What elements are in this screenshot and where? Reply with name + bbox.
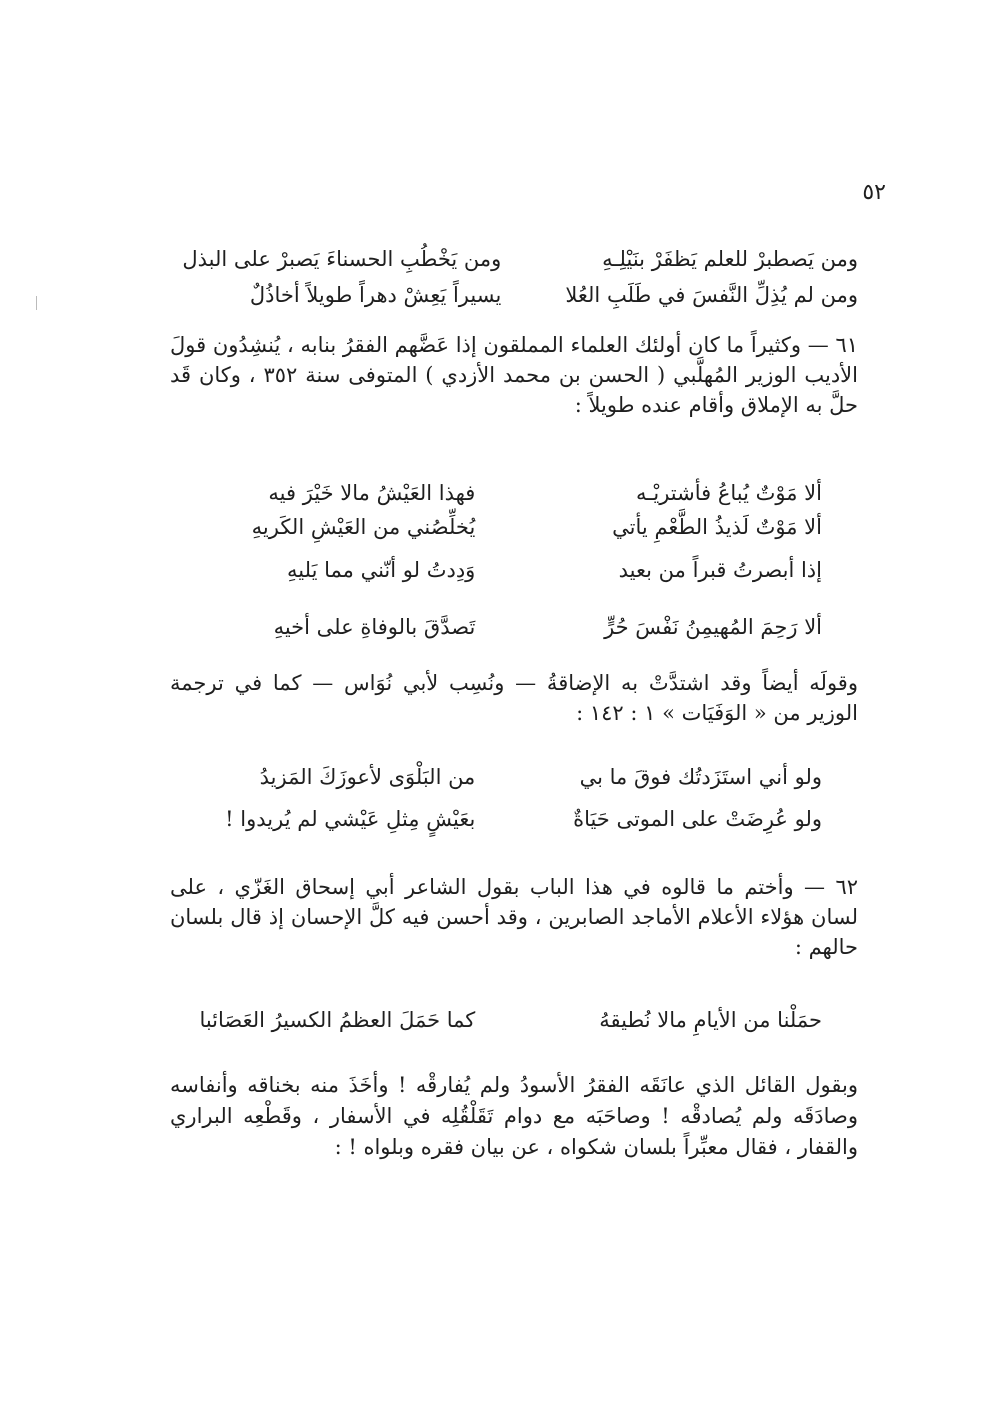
hemistich-right: ألا رَحِمَ المُهيمِنُ نَفْسَ حُرٍّ xyxy=(604,615,822,639)
verse-row xyxy=(128,280,858,310)
hemistich-left: وَدِدتُ لو أنّني مما يَليهِ xyxy=(287,558,476,582)
paragraph-61: ٦١ — وكثيراً ما كان أولئك العلماء المملقون إذا عَضَّهم الفقرُ بنابه ، يُنشِدُون قولَ الأديب الوزير المُهلَّبي ( الحسن بن محمد الأزدي ) المتوفى سنة ٣٥٢ ، وكان قَد حلَّ به الإملاق وأقام عنده طويلاً : xyxy=(170,333,858,417)
hemistich-right: إذا أبصرتُ قبراً من بعيد xyxy=(618,558,822,582)
hemistich-left: بعَيْشٍ مِثلِ عَيْشي لم يُريدوا ! xyxy=(225,807,476,831)
hemistich-right: حمَلْنا من الأيامِ مالا نُطيقهُ xyxy=(599,1008,822,1032)
verse-row xyxy=(132,804,822,834)
hemistich-left: يسيراً يَعِشْ دهراً طويلاً أخاذُلٌ xyxy=(249,283,502,307)
verse-row xyxy=(132,512,822,542)
hemistich-right: ومن يَصطبرْ للعلم يَظفَرْ بنَيْلِـهِ xyxy=(602,247,858,271)
hemistich-left: من البَلْوَى لأعوزَكَ المَزيدُ xyxy=(259,765,476,789)
hemistich-left: ومن يَخْطُبِ الحسناءَ يَصبرْ على البذل xyxy=(182,247,502,271)
verse-row xyxy=(132,1005,822,1035)
hemistich-right: ألا مَوْتٌ يُباعُ فأشتريْـه xyxy=(635,481,822,505)
verse-row xyxy=(132,762,822,792)
paragraph-62: ٦٢ — وأختم ما قالوه في هذا الباب بقول الشاعر أبي إسحاق الغَزّي ، على لسان هؤلاء الأعلام الأماجد الصابرين ، وقد أحسن فيه كلَّ الإحسان إذ قال بلسان حالهم : xyxy=(170,875,858,959)
verse-row xyxy=(132,555,822,585)
hemistich-left: فهذا العَيْشُ مالا خَيْرَ فيه xyxy=(268,481,476,505)
margin-mark xyxy=(36,296,40,310)
verse-row xyxy=(128,244,858,274)
paragraph-intro: وقولَه أيضاً وقد اشتدَّتْ به الإضاقةُ — ونُسِب لأبي نُوَاس — كما في ترجمة الوزير من « الوَفَيَات » ١ : ١٤٢ : xyxy=(170,671,858,725)
paragraph-last: وبقول القائل الذي عانَقَه الفقرُ الأسودُ ولم يُفارقْه ! وأخَذَ منه بخناقه وأنفاسه وصادَقَه ولم يُصادقْه ! وصاحَبَه مع دوام تَقَلْقُلِه في الأسفار ، وقَطْعِه البراري والقفار ، فقال معبِّراً بلسان شكواه ، عن بيان فقره وبلواه ! : xyxy=(170,1073,858,1159)
verse-row xyxy=(132,612,822,642)
hemistich-right: ومن لم يُذِلِّ النَّفسَ في طَلَبِ العُلا xyxy=(565,283,858,307)
hemistich-left: كما حَمَلَ العظمُ الكسيرُ العَصَائبا xyxy=(199,1008,476,1032)
hemistich-right: ولو أني استَزَدتُك فوقَ ما بي xyxy=(579,765,822,789)
hemistich-right: ولو عُرِضَتْ على الموتى حَيَاةٌ xyxy=(573,807,822,831)
hemistich-right: ألا مَوْتٌ لَذيذُ الطَّعْمِ يأتي xyxy=(612,515,822,539)
page-number: ٥٢ xyxy=(862,180,886,205)
hemistich-left: تَصدَّقَ بالوفاةِ على أخيهِ xyxy=(273,615,476,639)
verse-row xyxy=(132,478,822,508)
hemistich-left: يُخلِّصُني من العَيْشِ الكَريهِ xyxy=(251,515,476,539)
